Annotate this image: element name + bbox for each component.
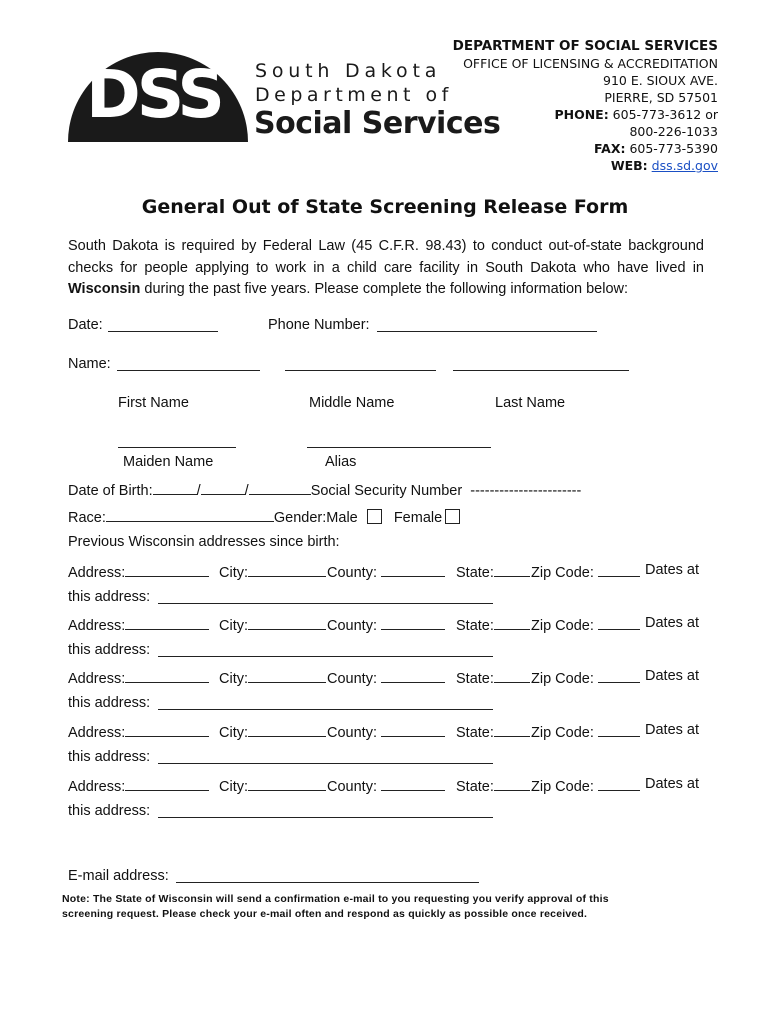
- web-link[interactable]: dss.sd.gov: [651, 158, 718, 173]
- first-name-label: First Name: [118, 395, 189, 411]
- alias-field[interactable]: [307, 447, 491, 448]
- logo-line-department: Department of: [255, 84, 453, 106]
- this-address-label: this address:: [68, 749, 151, 765]
- zip-field[interactable]: [598, 615, 640, 630]
- dates-at-address-field[interactable]: [158, 709, 493, 710]
- dates-at-address-field[interactable]: [158, 656, 493, 657]
- city-field[interactable]: [248, 722, 326, 737]
- state-label: State:: [456, 671, 494, 687]
- zip-field[interactable]: [598, 722, 640, 737]
- race-field[interactable]: [106, 507, 274, 522]
- intro-state: Wisconsin: [68, 281, 141, 297]
- dob-year-field[interactable]: [249, 480, 311, 495]
- city-field[interactable]: [248, 668, 326, 683]
- city-group-4: [219, 722, 326, 741]
- state-label: State:: [456, 779, 494, 795]
- dates-at-label: Dates at: [645, 722, 699, 738]
- fax-line: FAX: 605-773-5390: [594, 141, 718, 156]
- name-label: Name:: [68, 356, 111, 372]
- middle-name-label: Middle Name: [309, 395, 395, 411]
- logo-line-south-dakota: South Dakota: [255, 60, 442, 82]
- department-name: DEPARTMENT OF SOCIAL SERVICES: [452, 38, 718, 54]
- state-label: State:: [456, 565, 494, 581]
- previous-addresses-label: Previous Wisconsin addresses since birth:: [68, 534, 340, 550]
- zip-field[interactable]: [598, 562, 640, 577]
- state-group-4: [456, 722, 530, 741]
- address-label: Address:: [68, 618, 126, 634]
- dates-at-address-field[interactable]: [158, 603, 493, 604]
- dob-month-field[interactable]: [153, 480, 197, 495]
- zip-label: Zip Code:: [531, 618, 594, 634]
- county-group-4: [327, 722, 445, 741]
- county-field[interactable]: [381, 776, 445, 791]
- county-label: County:: [327, 565, 377, 581]
- ssn-field[interactable]: -----------------------: [470, 483, 582, 499]
- dob-row: Date of Birth: / / Social Security Number -----------------------: [68, 480, 581, 499]
- address-field[interactable]: [125, 668, 209, 683]
- state-group-2: [456, 615, 530, 634]
- address-field[interactable]: [125, 776, 209, 791]
- web-line: WEB: dss.sd.gov: [610, 158, 718, 173]
- zip-group-1: [531, 562, 640, 581]
- state-field[interactable]: [494, 668, 530, 683]
- address-label: Address:: [68, 671, 126, 687]
- zip-group-4: [531, 722, 640, 741]
- dates-at-address-field[interactable]: [158, 817, 493, 818]
- state-label: State:: [456, 725, 494, 741]
- county-group-1: [327, 562, 445, 581]
- dob-label: Date of Birth:: [68, 483, 153, 499]
- state-group-3: [456, 668, 530, 687]
- address-label: Address:: [68, 725, 126, 741]
- street-address: 910 E. SIOUX AVE.: [603, 73, 718, 88]
- race-label: Race:: [68, 510, 106, 526]
- date-field[interactable]: [108, 331, 218, 332]
- address-field[interactable]: [125, 615, 209, 630]
- zip-label: Zip Code:: [531, 671, 594, 687]
- county-field[interactable]: [381, 668, 445, 683]
- female-label: Female: [393, 510, 443, 526]
- address-label: Address:: [68, 779, 126, 795]
- zip-label: Zip Code:: [531, 779, 594, 795]
- dates-at-label: Dates at: [645, 776, 699, 792]
- zip-label: Zip Code:: [531, 725, 594, 741]
- county-label: County:: [327, 725, 377, 741]
- male-label: Male: [326, 510, 358, 526]
- dates-at-label: Dates at: [645, 615, 699, 631]
- dss-logo-letters: DSS: [86, 56, 221, 133]
- city-group-5: [219, 776, 326, 795]
- city-label: City:: [219, 671, 248, 687]
- dates-at-label: Dates at: [645, 562, 699, 578]
- address-row-4: [68, 722, 209, 741]
- city-group-1: [219, 562, 326, 581]
- city-field[interactable]: [248, 776, 326, 791]
- county-field[interactable]: [381, 615, 445, 630]
- gender-label: Gender:: [273, 510, 327, 526]
- note-text: Note: The State of Wisconsin will send a confirmation e-mail to you requesting you verify approval of this screening request. Please check your e-mail often and respond as quickly as possible once received.: [62, 893, 609, 920]
- date-label: Date:: [68, 317, 103, 333]
- address-row-3: [68, 668, 209, 687]
- state-group-5: [456, 776, 530, 795]
- state-label: State:: [456, 618, 494, 634]
- dates-at-address-field[interactable]: [158, 763, 493, 764]
- address-row-1: [68, 562, 209, 581]
- state-field[interactable]: [494, 722, 530, 737]
- state-field[interactable]: [494, 562, 530, 577]
- state-field[interactable]: [494, 615, 530, 630]
- state-field[interactable]: [494, 776, 530, 791]
- office-name: OFFICE OF LICENSING & ACCREDITATION: [463, 56, 718, 71]
- address-field[interactable]: [125, 722, 209, 737]
- dob-day-field[interactable]: [201, 480, 245, 495]
- county-label: County:: [327, 671, 377, 687]
- contact-block: [453, 38, 718, 174]
- county-field[interactable]: [381, 562, 445, 577]
- county-label: County:: [327, 779, 377, 795]
- city-state-zip: PIERRE, SD 57501: [604, 90, 718, 105]
- address-row-5: [68, 776, 209, 795]
- first-name-field[interactable]: [117, 370, 260, 371]
- maiden-name-field[interactable]: [118, 447, 236, 448]
- race-gender-row: [68, 507, 460, 526]
- ssn-label: Social Security Number: [310, 483, 463, 499]
- email-label: E-mail address:: [68, 868, 169, 884]
- zip-field[interactable]: [598, 776, 640, 791]
- city-field[interactable]: [248, 615, 326, 630]
- maiden-name-label: Maiden Name: [123, 454, 214, 470]
- phone-line-2: 800-226-1033: [629, 124, 718, 139]
- zip-group-3: [531, 668, 640, 687]
- phone-line: PHONE: 605-773-3612 or: [554, 107, 718, 122]
- state-group-1: [456, 562, 530, 581]
- city-group-2: [219, 615, 326, 634]
- zip-group-5: [531, 776, 640, 795]
- zip-group-2: [531, 615, 640, 634]
- address-row-2: [68, 615, 209, 634]
- dates-at-label: Dates at: [645, 668, 699, 684]
- phone-number-field[interactable]: [377, 331, 597, 332]
- county-group-3: [327, 668, 445, 687]
- this-address-label: this address:: [68, 642, 151, 658]
- city-label: City:: [219, 565, 248, 581]
- county-group-5: [327, 776, 445, 795]
- city-label: City:: [219, 725, 248, 741]
- address-field[interactable]: [125, 562, 209, 577]
- logo-line-social-services: Social Services: [254, 106, 501, 141]
- zip-label: Zip Code:: [531, 565, 594, 581]
- middle-name-field[interactable]: [285, 370, 436, 371]
- form-title: General Out of State Screening Release Form: [141, 196, 629, 218]
- this-address-label: this address:: [68, 589, 151, 605]
- alias-label: Alias: [325, 454, 357, 470]
- this-address-label: this address:: [68, 695, 151, 711]
- last-name-label: Last Name: [495, 395, 566, 411]
- city-label: City:: [219, 779, 248, 795]
- city-field[interactable]: [248, 562, 326, 577]
- zip-field[interactable]: [598, 668, 640, 683]
- email-field[interactable]: [176, 882, 479, 883]
- female-checkbox[interactable]: [445, 509, 460, 524]
- address-label: Address:: [68, 565, 126, 581]
- city-group-3: [219, 668, 326, 687]
- county-label: County:: [327, 618, 377, 634]
- city-label: City:: [219, 618, 248, 634]
- intro-paragraph: South Dakota is required by Federal Law (45 C.F.R. 98.43) to conduct out-of-state background checks for people applying to work in a child care facility in South Dakota who have lived in Wisconsin during the past five years. Please complete the following information below:: [68, 238, 704, 297]
- this-address-label: this address:: [68, 803, 151, 819]
- county-field[interactable]: [381, 722, 445, 737]
- county-group-2: [327, 615, 445, 634]
- male-checkbox[interactable]: [367, 509, 382, 524]
- last-name-field[interactable]: [453, 370, 629, 371]
- phone-number-label: Phone Number:: [268, 317, 370, 333]
